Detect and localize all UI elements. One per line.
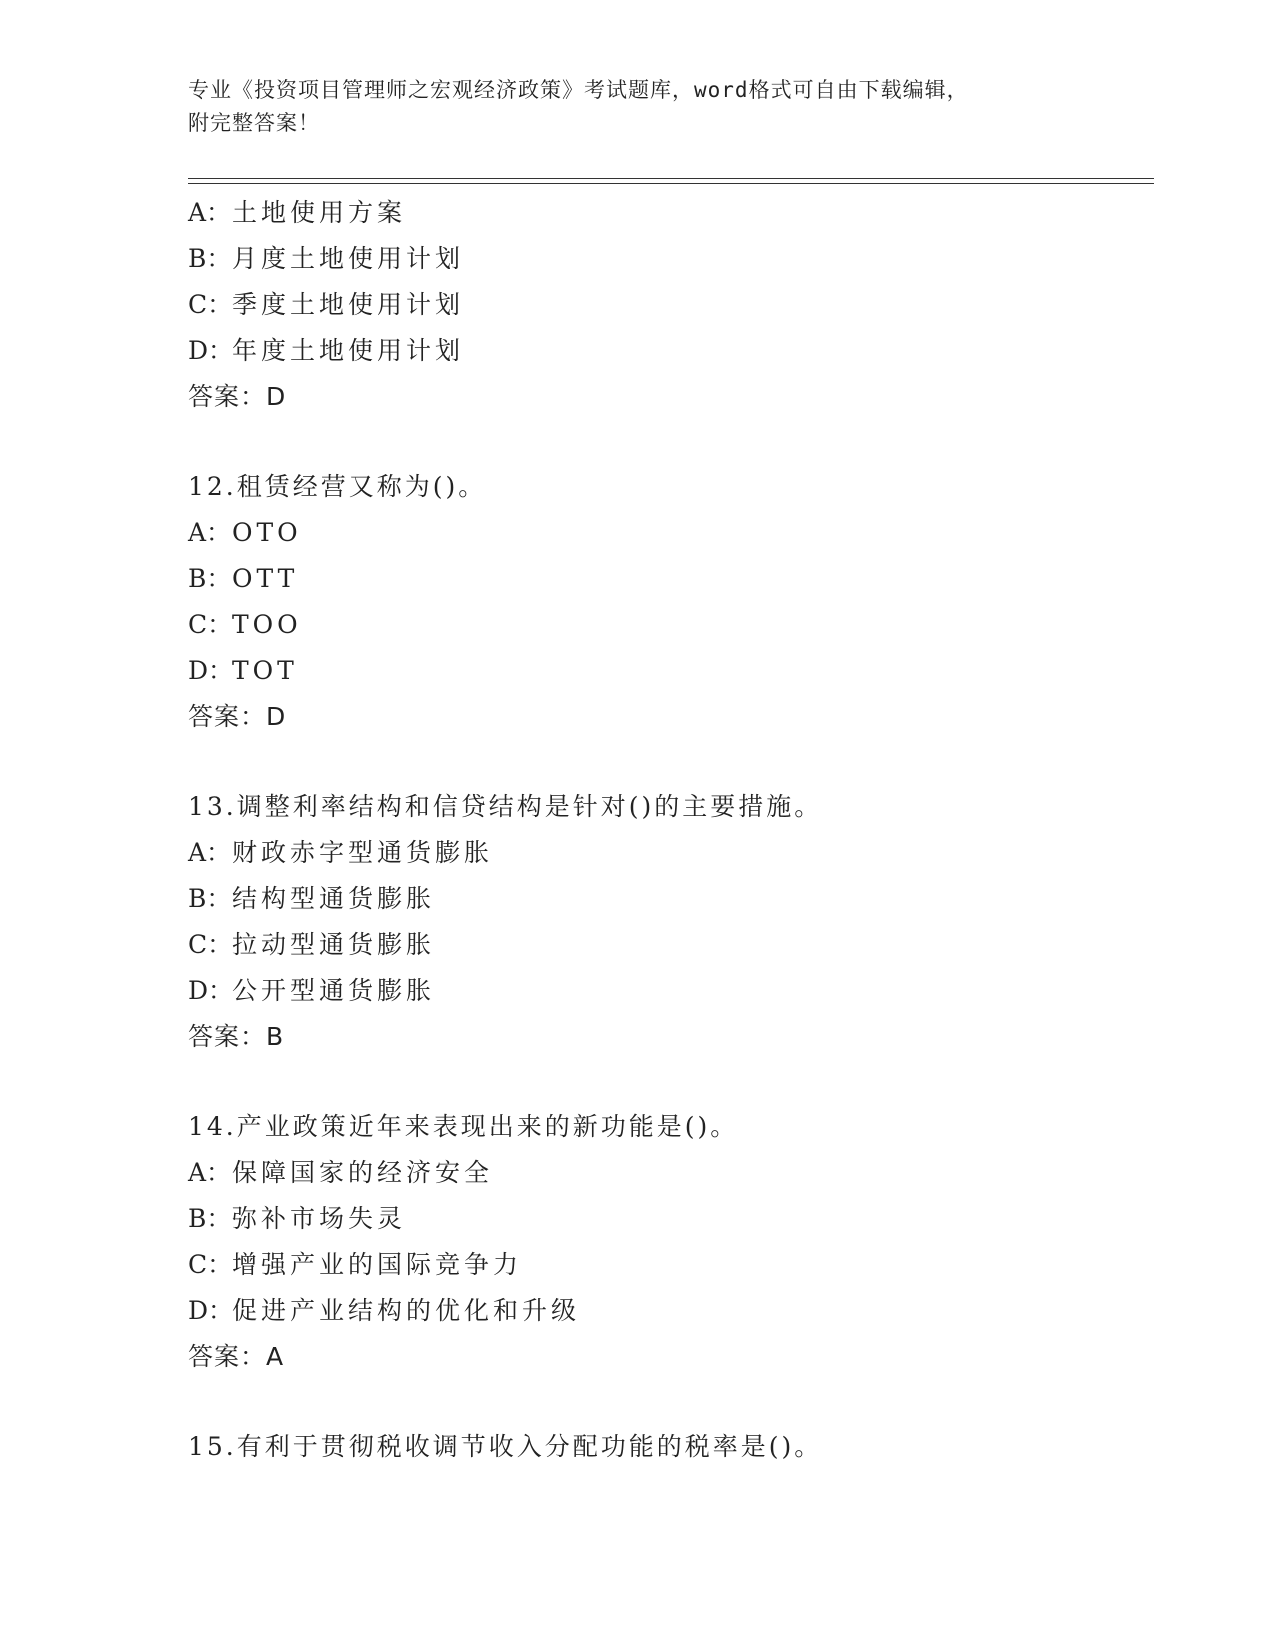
question-15	[188, 1424, 1154, 1470]
option-letter: A：	[188, 198, 232, 227]
option-a	[188, 1150, 1154, 1196]
option-c	[188, 1242, 1154, 1288]
option-text: 年度土地使用计划	[232, 336, 465, 365]
option-letter: D：	[188, 656, 234, 685]
option-c	[188, 282, 1154, 328]
option-letter: B：	[188, 884, 232, 913]
option-letter: D：	[188, 1296, 234, 1325]
option-letter: C：	[188, 1250, 233, 1279]
question-title: 14.产业政策近年来表现出来的新功能是()。	[188, 1112, 739, 1141]
answer-line: 答案：D	[188, 382, 287, 411]
answer-line: 答案：A	[188, 1342, 285, 1371]
option-letter: C：	[188, 290, 233, 319]
option-text: 保障国家的经济安全	[232, 1158, 494, 1187]
option-letter: B：	[188, 1204, 232, 1233]
option-text: OTO	[232, 518, 302, 547]
question-11-partial	[188, 190, 1154, 420]
header-divider-bottom	[188, 183, 1154, 184]
option-c	[188, 602, 1154, 648]
option-text: 公开型通货膨胀	[232, 976, 436, 1005]
option-text: 土地使用方案	[232, 198, 407, 227]
header-line-2: 附完整答案！	[188, 111, 320, 135]
option-text: TOO	[232, 610, 302, 639]
option-letter: C：	[188, 930, 233, 959]
option-b	[188, 1196, 1154, 1242]
option-d	[188, 1288, 1154, 1334]
option-d	[188, 968, 1154, 1014]
question-13	[188, 784, 1154, 1060]
option-letter: B：	[188, 564, 232, 593]
option-letter: C：	[188, 610, 233, 639]
option-b	[188, 556, 1154, 602]
option-text: 拉动型通货膨胀	[232, 930, 436, 959]
option-b	[188, 236, 1154, 282]
option-d	[188, 648, 1154, 694]
option-c	[188, 922, 1154, 968]
spacer	[188, 1380, 1154, 1424]
option-a	[188, 510, 1154, 556]
option-letter: D：	[188, 336, 234, 365]
question-list	[188, 190, 1154, 1470]
option-d	[188, 328, 1154, 374]
document-header	[188, 74, 1088, 140]
option-text: 财政赤字型通货膨胀	[232, 838, 494, 867]
option-a	[188, 190, 1154, 236]
question-title: 12.租赁经营又称为()。	[188, 472, 487, 501]
answer-line: 答案：B	[188, 1022, 285, 1051]
option-letter: D：	[188, 976, 234, 1005]
answer-line: 答案：D	[188, 702, 287, 731]
option-b	[188, 876, 1154, 922]
option-text: 结构型通货膨胀	[232, 884, 436, 913]
question-title: 15.有利于贯彻税收调节收入分配功能的税率是()。	[188, 1432, 823, 1461]
option-text: 增强产业的国际竞争力	[232, 1250, 523, 1279]
question-14	[188, 1104, 1154, 1380]
spacer	[188, 740, 1154, 784]
question-title: 13.调整利率结构和信贷结构是针对()的主要措施。	[188, 792, 823, 821]
option-letter: A：	[188, 838, 232, 867]
spacer	[188, 420, 1154, 464]
header-line-1: 专业《投资项目管理师之宏观经济政策》考试题库，word格式可自由下载编辑，	[188, 78, 969, 102]
option-text: OTT	[232, 564, 299, 593]
option-letter: B：	[188, 244, 232, 273]
option-text: 季度土地使用计划	[232, 290, 465, 319]
option-text: 促进产业结构的优化和升级	[232, 1296, 581, 1325]
option-a	[188, 830, 1154, 876]
option-letter: A：	[188, 518, 232, 547]
spacer	[188, 1060, 1154, 1104]
option-letter: A：	[188, 1158, 232, 1187]
question-12	[188, 464, 1154, 740]
header-divider-top	[188, 178, 1154, 179]
option-text: TOT	[232, 656, 298, 685]
option-text: 月度土地使用计划	[232, 244, 465, 273]
option-text: 弥补市场失灵	[232, 1204, 407, 1233]
